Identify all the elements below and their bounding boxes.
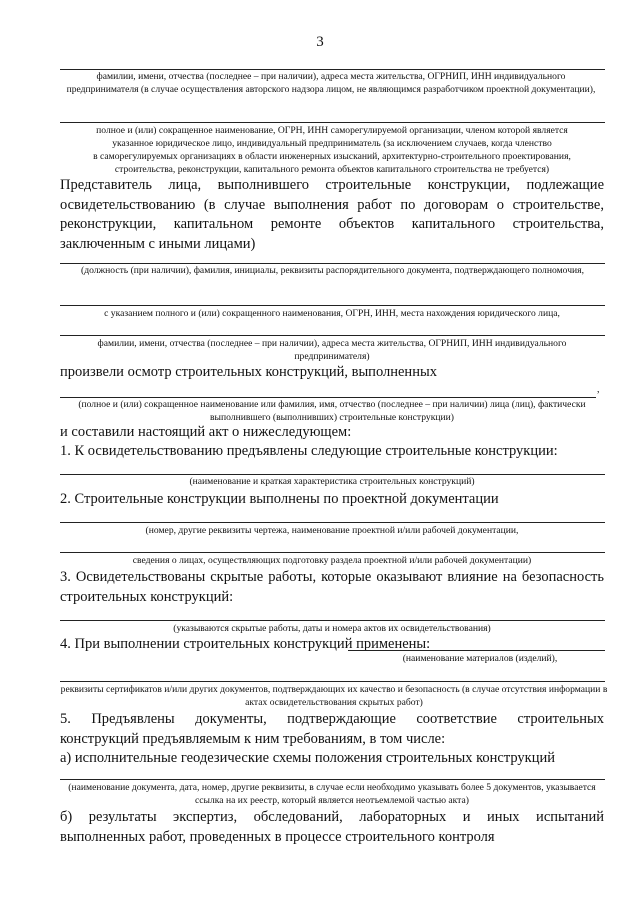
act-statement: и составили настоящий акт о нижеследующем: [60,424,352,440]
caption-sro-line-3: в саморегулируемых организациях в области инженерных изысканий, архитектурно-строительного проектирования, [93,151,571,162]
caption-position-name: (должность (при наличии), фамилия, инициалы, реквизиты распорядительного документа, подтверждающего полномочия, [81,265,584,276]
fill-line [60,335,605,336]
fill-line [60,122,605,123]
fill-line [60,305,605,306]
caption-entrepreneur: фамилии, имени, отчества (последнее – при наличии), адреса места жительства, ОГРНИП, ИНН индивидуального предпринимателя) [97,338,567,362]
representative-line-2: освидетельствованию (в случае выполнения работ по договорам о строительстве, [60,196,604,213]
caption-hidden-works: (указываются скрытые работы, даты и номера актов их освидетельствования) [173,623,491,634]
representative-line-3: реконструкции, капитальном ремонте объектов капитального строительства, [60,216,604,232]
item-2-text: 2. Строительные конструкции выполнены по проектной документации [60,491,499,507]
representative-line-4: заключенным с иными лицами) [60,235,256,252]
fill-line [60,779,605,780]
page-number: 3 [316,34,324,50]
item-5-line-1: 5. Предъявлены документы, подтверждающие соответствие строительных [60,711,604,727]
caption-structures: (наименование и краткая характеристика строительных конструкций) [189,476,475,487]
representative-line-1: Представитель лица, выполнившего строительные конструкции, подлежащие [60,177,604,193]
item-1-text: 1. К освидетельствованию предъявлены следующие строительные конструкции: [60,443,558,459]
item-5-line-2: конструкций предъявляемым к ним требованиям, в том числе: [60,730,446,747]
caption-sro-line-4: строительства, реконструкции, капитального ремонта объектов капитального строительства не требуется) [114,164,550,175]
caption-designers: сведения о лицах, осуществляющих подготовку раздела проектной и/или рабочей документации) [132,555,532,566]
comma-mark: , [597,384,600,395]
item-3-line-1: 3. Освидетельствованы скрытые работы, которые оказывают влияние на безопасность [60,569,604,585]
caption-sro-line-1: полное и (или) сокращенное наименование, ОГРН, ИНН саморегулируемой организации, членом которой является [96,125,568,136]
fill-line [60,681,605,682]
fill-line [348,650,605,651]
item-3-line-2: строительных конструкций: [60,588,234,605]
caption-designer-person: фамилии, имени, отчества (последнее – при наличии), адреса места жительства, ОГРНИП, ИНН индивидуального предпринимателя (в случае осуществления авторского надзора лицом, не являющимся разработчиком проектной документации), [66,71,596,95]
caption-drawing: (номер, другие реквизиты чертежа, наименование проектной и/или рабочей документации, [145,525,519,536]
caption-materials: (наименование материалов (изделий), [402,653,558,664]
fill-line [60,620,605,621]
caption-sro-line-2: указанное юридическое лицо, индивидуальный предприниматель (за исключением случаев, когда членство [112,138,552,149]
item-5b-line-1: б) результаты экспертиз, обследований, лабораторных и иных испытаний [60,809,604,825]
item-5b-line-2: выполненных работ, проведенных в процессе строительного контроля [60,828,495,845]
fill-line [60,522,605,523]
item-4-text: 4. При выполнении строительных конструкций применены: [60,636,431,652]
caption-documents: (наименование документа, дата, номер, другие реквизиты, в случае если необходимо указывать более 5 документов, указывается ссылка на их реестр, который является неотъемлемой частью акта) [68,782,596,806]
item-5a-text: а) исполнительные геодезические схемы положения строительных конструкций [60,750,555,766]
caption-legal-entity: с указанием полного и (или) сокращенного наименования, ОГРН, ИНН, места нахождения юридического лица, [104,308,560,319]
caption-certificates: реквизиты сертификатов и/или других документов, подтверждающих их качество и безопасность (в случае отсутствия информации в актах освидетельствования скрытых работ) [60,684,608,708]
fill-line [60,552,605,553]
inspection-statement: произвели осмотр строительных конструкций, выполненных [60,364,437,380]
caption-performer: (полное и (или) сокращенное наименование или фамилия, имя, отчество (последнее – при наличии) лица (лиц), фактически выполнившего (выполнивших) строительные конструкции) [78,399,586,423]
